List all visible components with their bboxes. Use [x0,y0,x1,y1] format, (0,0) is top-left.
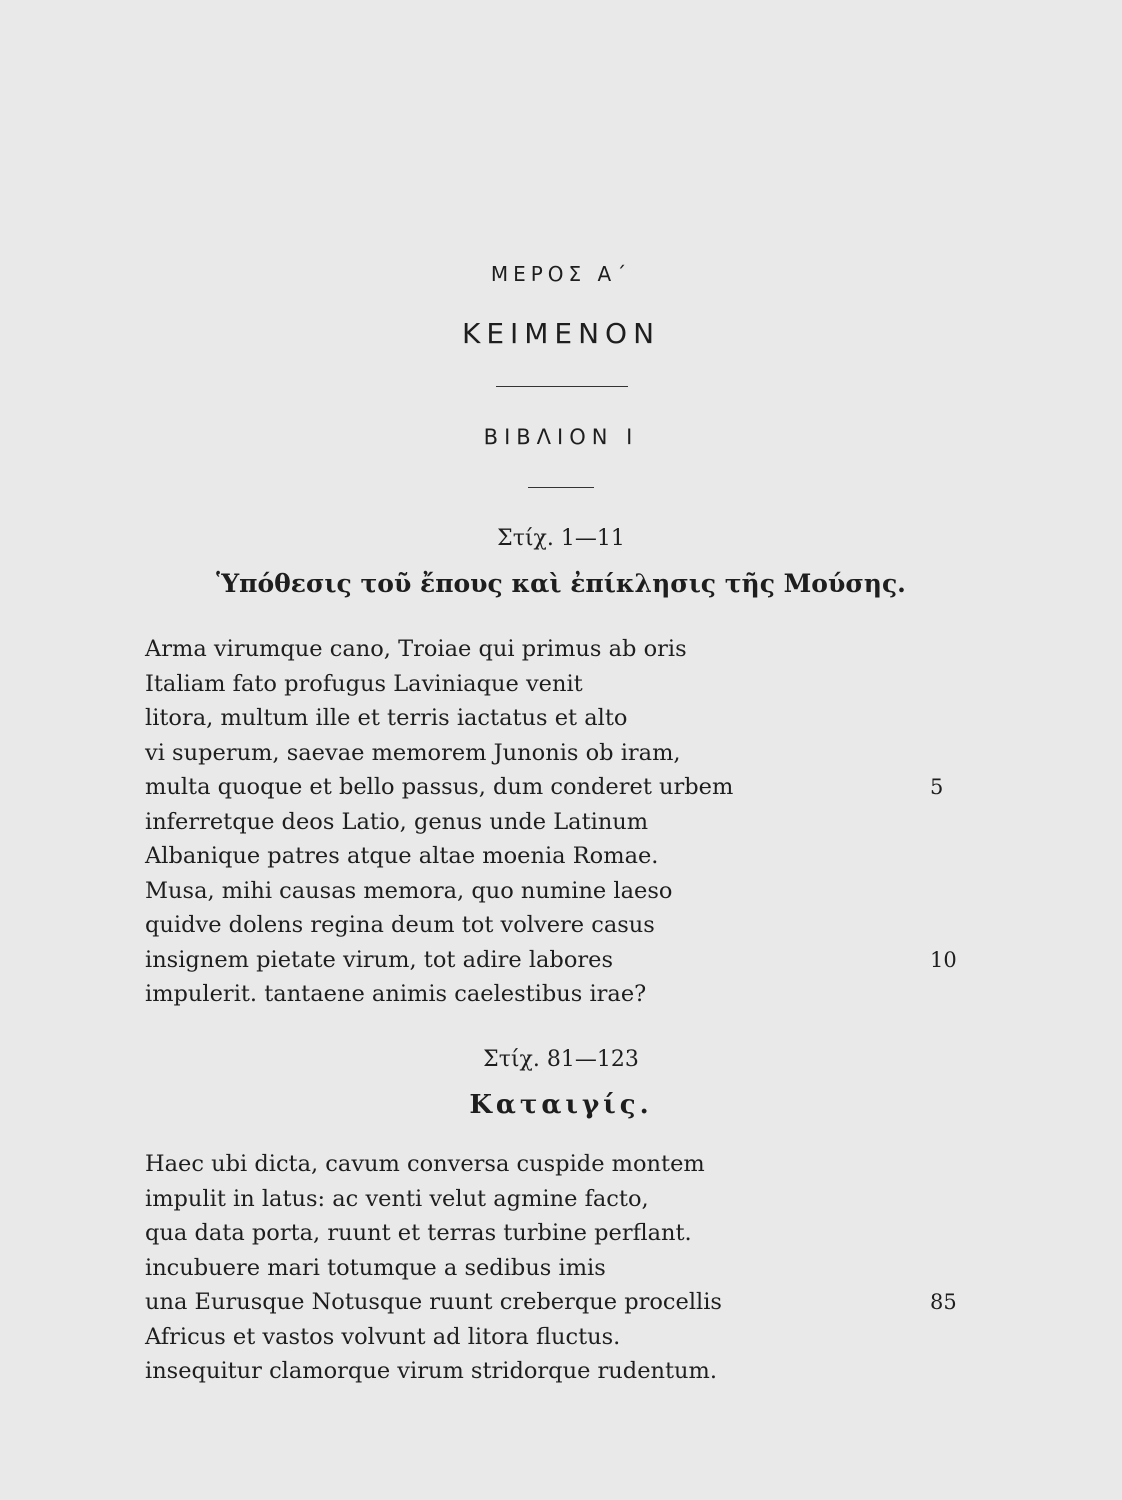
verse-line [145,701,733,736]
verse-text: Albanique patres atque altae moenia Romae. [145,843,659,869]
verse-text: impulerit. tantaene animis caelestibus irae? [145,981,647,1007]
book-heading: ΒΙΒΛΙΟΝ Ι [483,425,639,449]
verse-text: impulit in latus: ac venti velut agmine facto, [145,1185,649,1212]
verse-line [145,770,944,805]
verse-text: multa quoque et bello passus, dum conderet urbem [145,774,734,800]
divider-rule [496,386,628,387]
verse-line [145,1354,722,1389]
verse-line [145,1251,722,1286]
verse-line [145,874,733,909]
line-number: 5 [930,775,944,799]
section-subject: Ὑπόθεσις τοῦ ἔπους καὶ ἐπίκλησις τῆς Μούσης. [216,569,906,598]
line-number: 10 [930,947,957,972]
verse-text: Arma virumque cano, Troiae qui primus ab oris [145,636,687,662]
verse-text: Africus et vastos volvunt ad litora fluctus. [145,1323,621,1350]
verse-line [145,736,733,771]
verse-line [145,805,733,840]
part-heading: ΜΕΡΟΣ Α΄ [490,262,632,286]
verse-text: incubuere mari totumque a sedibus imis [145,1254,606,1281]
verse-text: una Eurusque Notusque ruunt creberque procellis [145,1289,722,1315]
verse-text: inferretque deos Latio, genus unde Latinum [145,808,649,835]
verse-block [145,632,957,1012]
verse-text: quidve dolens regina deum tot volvere casus [145,912,655,938]
verse-range-heading: Στίχ. 81—123 [483,1047,639,1072]
line-number: 85 [930,1290,957,1314]
page-title: ΚΕΙΜΕΝΟΝ [461,317,661,350]
verse-text: litora, multum ille et terris iactatus et alto [145,705,628,731]
verse-line [145,977,733,1012]
verse-line [145,667,733,702]
verse-text: Haec ubi dicta, cavum conversa cuspide montem [145,1151,705,1177]
verse-text: Musa, mihi causas memora, quo numine laeso [145,877,673,904]
verse-line [145,908,733,943]
verse-range-heading: Στίχ. 1—11 [497,526,625,551]
verse-line [145,632,733,667]
verse-line [145,1285,957,1320]
verse-line [145,1182,722,1217]
section-subject: Καταιγίς. [469,1090,653,1120]
divider-rule-short [528,487,594,488]
verse-line [145,943,957,978]
verse-line [145,1320,722,1355]
verse-text: insignem pietate virum, tot adire labores [145,946,613,973]
verse-block [145,1147,957,1389]
verse-text: qua data porta, ruunt et terras turbine perflant. [145,1220,692,1246]
verse-line [145,839,733,874]
verse-text: Italiam fato profugus Laviniaque venit [145,670,583,697]
verse-text: insequitur clamorque virum stridorque rudentum. [145,1358,718,1384]
verse-text: vi superum, saevae memorem Junonis ob iram, [145,739,681,766]
verse-line [145,1147,722,1182]
verse-line [145,1216,722,1251]
